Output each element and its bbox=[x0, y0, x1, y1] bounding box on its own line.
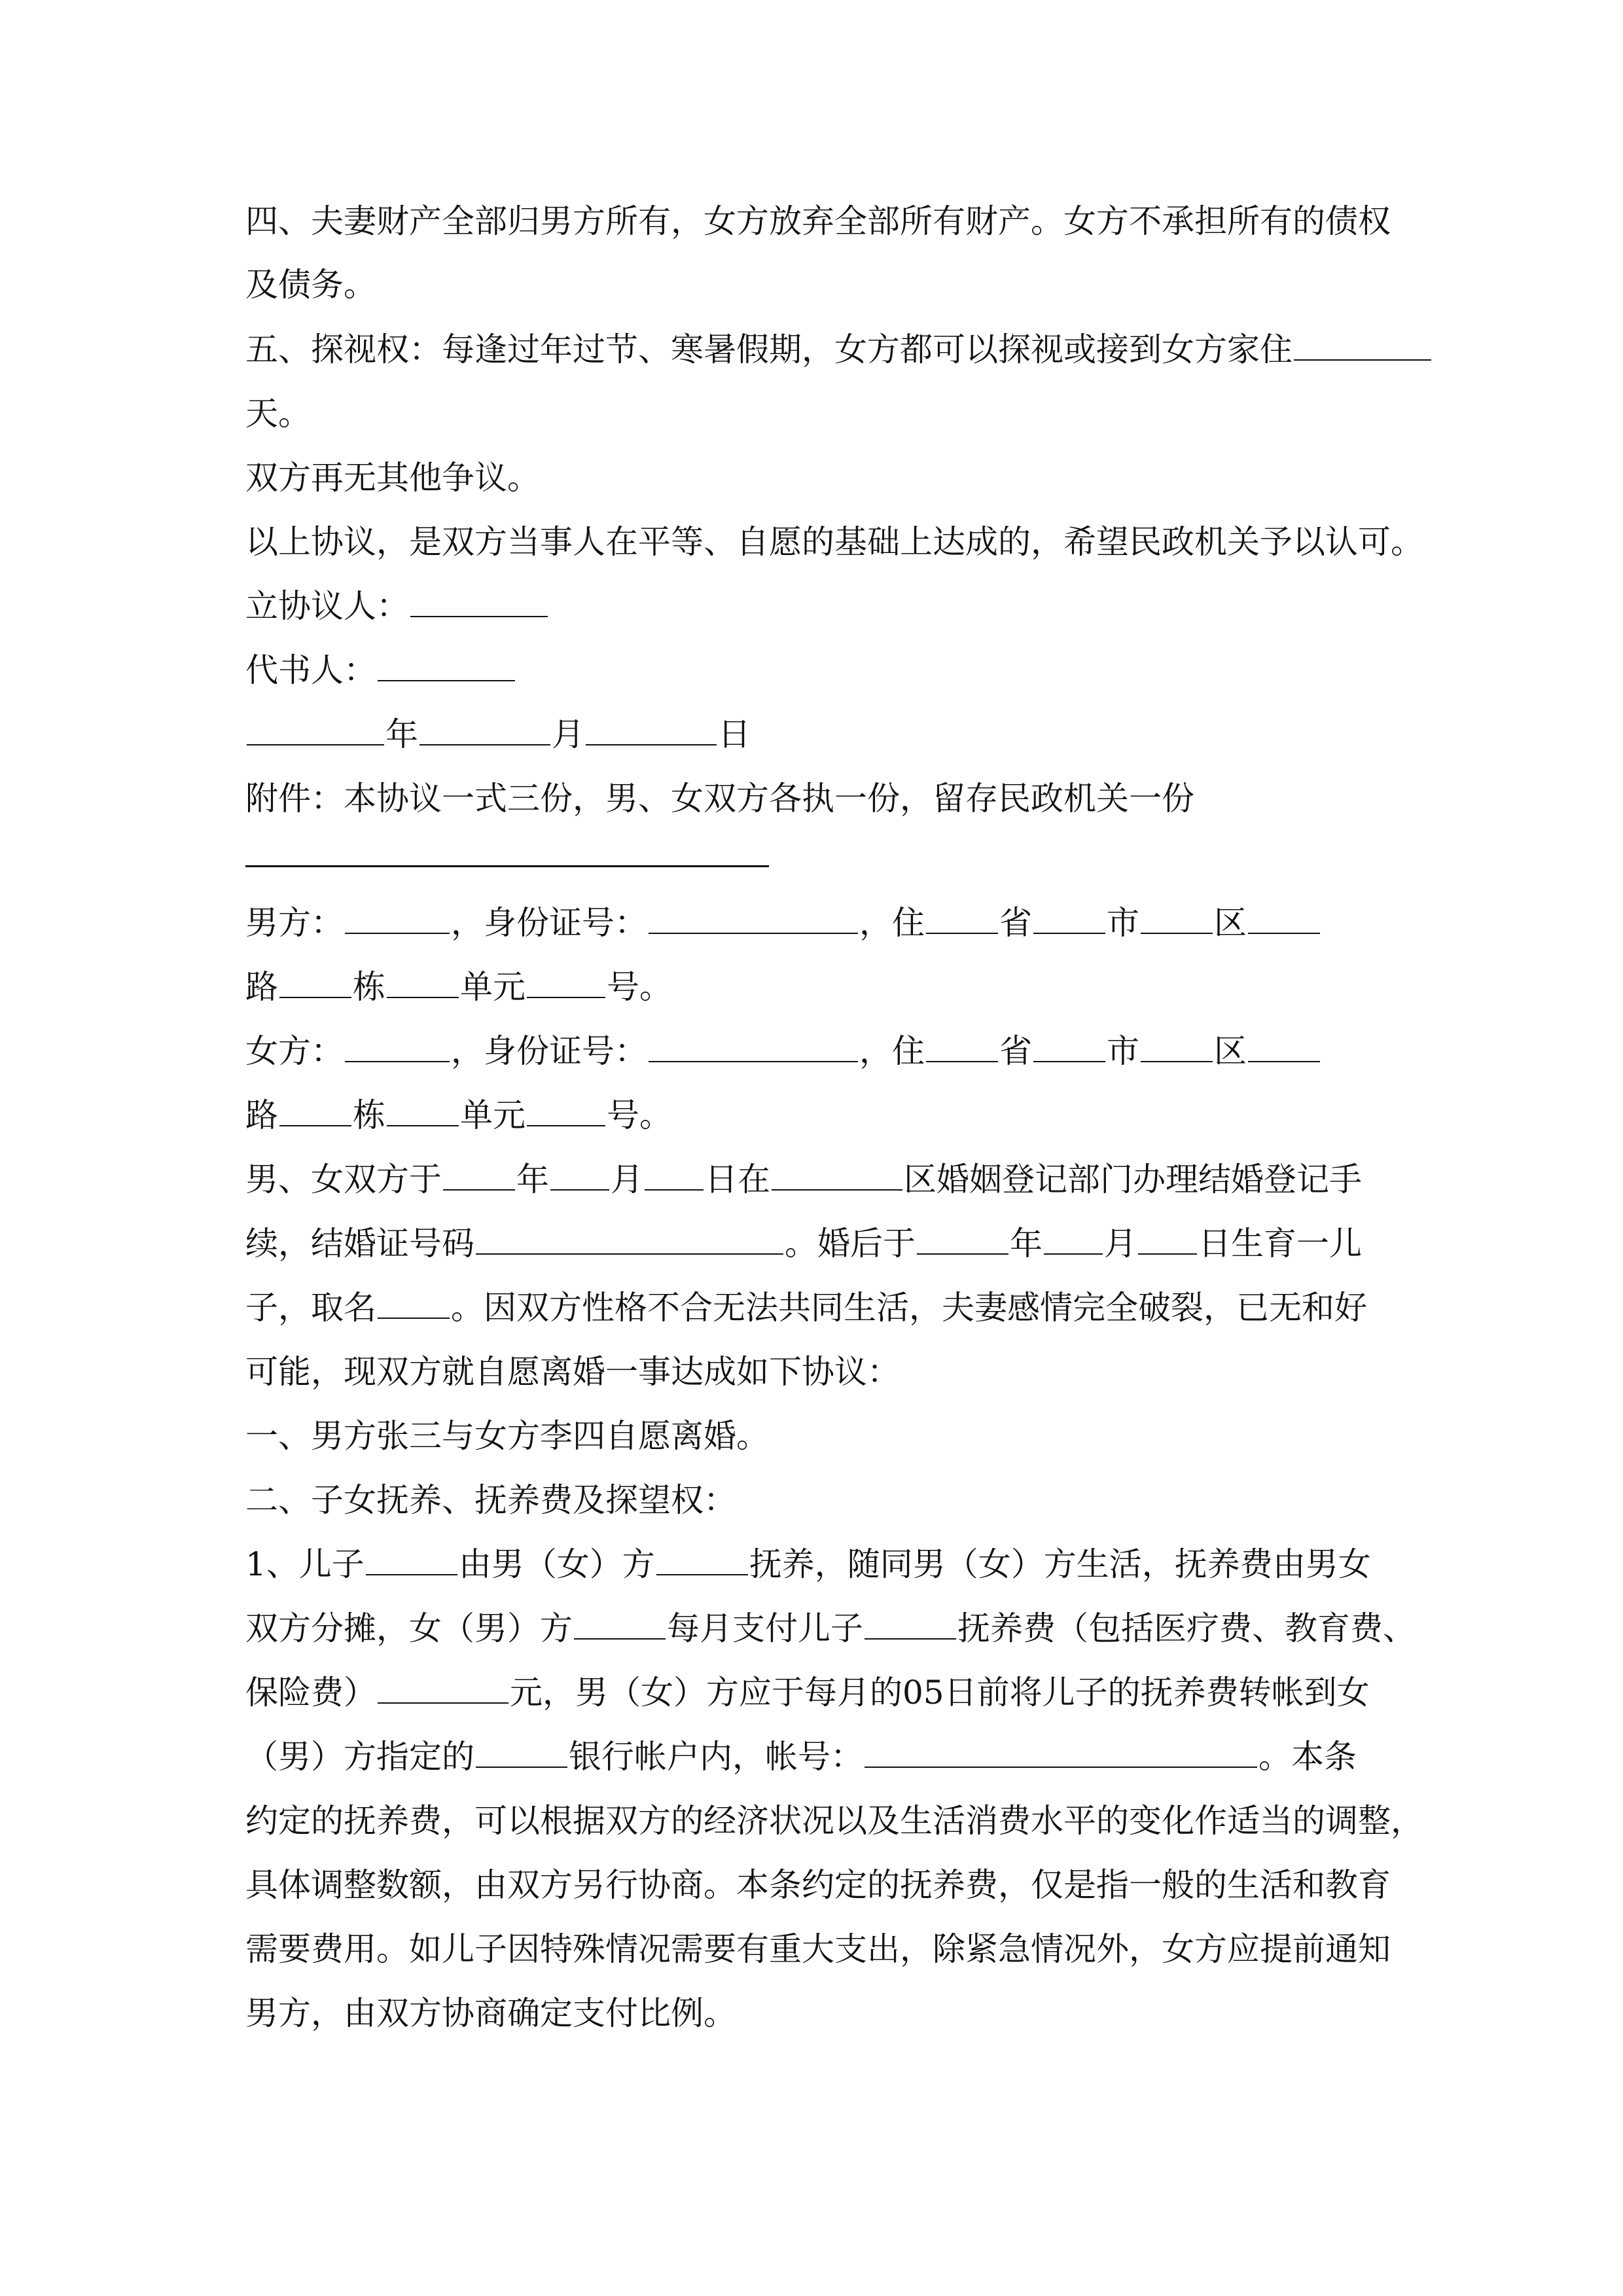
marriage-line-4: 可能，现双方就自愿离婚一事达成如下协议： bbox=[245, 1353, 900, 1391]
account-number-blank[interactable] bbox=[865, 1738, 1257, 1768]
clause-2-heading: 二、子女抚养、抚养费及探望权： bbox=[245, 1481, 736, 1519]
approval-line: 以上协议，是双方当事人在平等、自愿的基础上达成的，希望民政机关予以认可。 bbox=[245, 523, 1423, 561]
birth-month-blank[interactable] bbox=[1044, 1225, 1103, 1255]
male-province-blank[interactable] bbox=[926, 904, 998, 934]
marriage-line-3: 子，取名 。因双方性格不合无法共同生活，夫妻感情完全破裂，已无和好 bbox=[245, 1289, 1367, 1327]
clause-4-line-1: 四、夫妻财产全部归男方所有，女方放弃全部所有财产。女方不承担所有的债权 bbox=[245, 202, 1391, 240]
visit-days-blank[interactable] bbox=[1294, 331, 1431, 361]
attachment-line: 附件：本协议一式三份，男、女双方各执一份，留存民政机关一份 bbox=[245, 780, 1194, 817]
female-district-blank[interactable] bbox=[1141, 1032, 1213, 1062]
female-number-blank[interactable] bbox=[527, 1096, 605, 1126]
amount-blank[interactable] bbox=[378, 1674, 508, 1704]
birth-day-blank[interactable] bbox=[1138, 1225, 1197, 1255]
male-road-blank[interactable] bbox=[1248, 904, 1320, 934]
female-city-blank[interactable] bbox=[1033, 1032, 1105, 1062]
custody-line-3: 保险费） 元，男（女）方应于每月的05日前将儿子的抚养费转帐到女 bbox=[245, 1674, 1370, 1712]
custody-line-8: 男方，由双方协商确定支付比例。 bbox=[245, 1994, 736, 2032]
male-id-blank[interactable] bbox=[649, 904, 858, 934]
marriage-district-blank[interactable] bbox=[772, 1160, 902, 1191]
custody-line-6: 具体调整数额，由双方另行协商。本条约定的抚养费，仅是指一般的生活和教育 bbox=[245, 1866, 1391, 1904]
son-blank-2[interactable] bbox=[865, 1609, 956, 1640]
scribe-blank[interactable] bbox=[378, 651, 515, 681]
marriage-month-blank[interactable] bbox=[550, 1160, 609, 1191]
male-city-blank[interactable] bbox=[1033, 904, 1105, 934]
clause-1-line: 一、男方张三与女方李四自愿离婚。 bbox=[245, 1417, 769, 1455]
female-info-line-1: 女方： ，身份证号： ，住 省 市 区 bbox=[245, 1031, 1321, 1071]
female-info-line-2: 路 栋 单元 号。 bbox=[245, 1096, 672, 1134]
male-info-line-2: 路 栋 单元 号。 bbox=[245, 968, 672, 1006]
marriage-line-1: 男、女双方于 年 月 日在 区婚姻登记部门办理结婚登记手 bbox=[245, 1160, 1362, 1198]
female-building-blank[interactable] bbox=[279, 1096, 351, 1126]
female-unit-blank[interactable] bbox=[387, 1096, 459, 1126]
female-name-blank[interactable] bbox=[345, 1032, 450, 1062]
marriage-line-2: 续，结婚证号码 。婚后于 年 月 日生育一儿 bbox=[245, 1225, 1362, 1263]
marriage-day-blank[interactable] bbox=[645, 1160, 704, 1191]
custody-line-2: 双方分摊，女（男）方 每月支付儿子 抚养费（包括医疗费、教育费、 bbox=[245, 1609, 1416, 1647]
male-name-blank[interactable] bbox=[345, 904, 450, 934]
male-info-line-1: 男方： ，身份证号： ，住 省 市 区 bbox=[245, 903, 1321, 942]
son-name-blank[interactable] bbox=[366, 1545, 457, 1575]
scribe-line: 代书人： bbox=[245, 651, 516, 690]
bank-blank[interactable] bbox=[476, 1738, 567, 1768]
month-blank[interactable] bbox=[419, 715, 550, 745]
signatory-blank[interactable] bbox=[410, 587, 548, 617]
custody-line-7: 需要费用。如儿子因特殊情况需要有重大支出，除紧急情况外，女方应提前通知 bbox=[245, 1930, 1391, 1968]
custody-line-4: （男）方指定的 银行帐户内，帐号： 。本条 bbox=[245, 1738, 1357, 1776]
year-blank[interactable] bbox=[247, 715, 384, 745]
clause-5-line-2: 天。 bbox=[245, 395, 311, 433]
female-province-blank[interactable] bbox=[926, 1032, 998, 1062]
day-blank[interactable] bbox=[586, 715, 717, 745]
male-building-blank[interactable] bbox=[279, 968, 351, 998]
female-id-blank[interactable] bbox=[649, 1032, 858, 1062]
payer-blank[interactable] bbox=[574, 1609, 666, 1640]
custody-line-1: 1、儿子 由男（女）方 抚养，随同男（女）方生活，抚养费由男女 bbox=[245, 1545, 1371, 1583]
male-number-blank[interactable] bbox=[527, 968, 605, 998]
marriage-year-blank[interactable] bbox=[443, 1160, 515, 1191]
male-unit-blank[interactable] bbox=[387, 968, 459, 998]
custody-line-5: 约定的抚养费，可以根据双方的经济状况以及生活消费水平的变化作适当的调整， bbox=[245, 1802, 1423, 1840]
clause-4-line-2: 及债务。 bbox=[245, 266, 376, 304]
marriage-cert-blank[interactable] bbox=[476, 1225, 783, 1255]
clause-5-line-1: 五、探视权：每逢过年过节、寒暑假期，女方都可以探视或接到女方家住 bbox=[245, 330, 1433, 369]
custodian-blank[interactable] bbox=[656, 1545, 748, 1575]
child-name-blank[interactable] bbox=[378, 1289, 450, 1319]
separator-line bbox=[245, 865, 769, 867]
female-road-blank[interactable] bbox=[1248, 1032, 1320, 1062]
signatory-line: 立协议人： bbox=[245, 586, 549, 626]
birth-year-blank[interactable] bbox=[917, 1225, 1008, 1255]
male-district-blank[interactable] bbox=[1141, 904, 1213, 934]
date-line: 年 月 日 bbox=[245, 715, 751, 754]
no-dispute-line: 双方再无其他争议。 bbox=[245, 459, 540, 497]
